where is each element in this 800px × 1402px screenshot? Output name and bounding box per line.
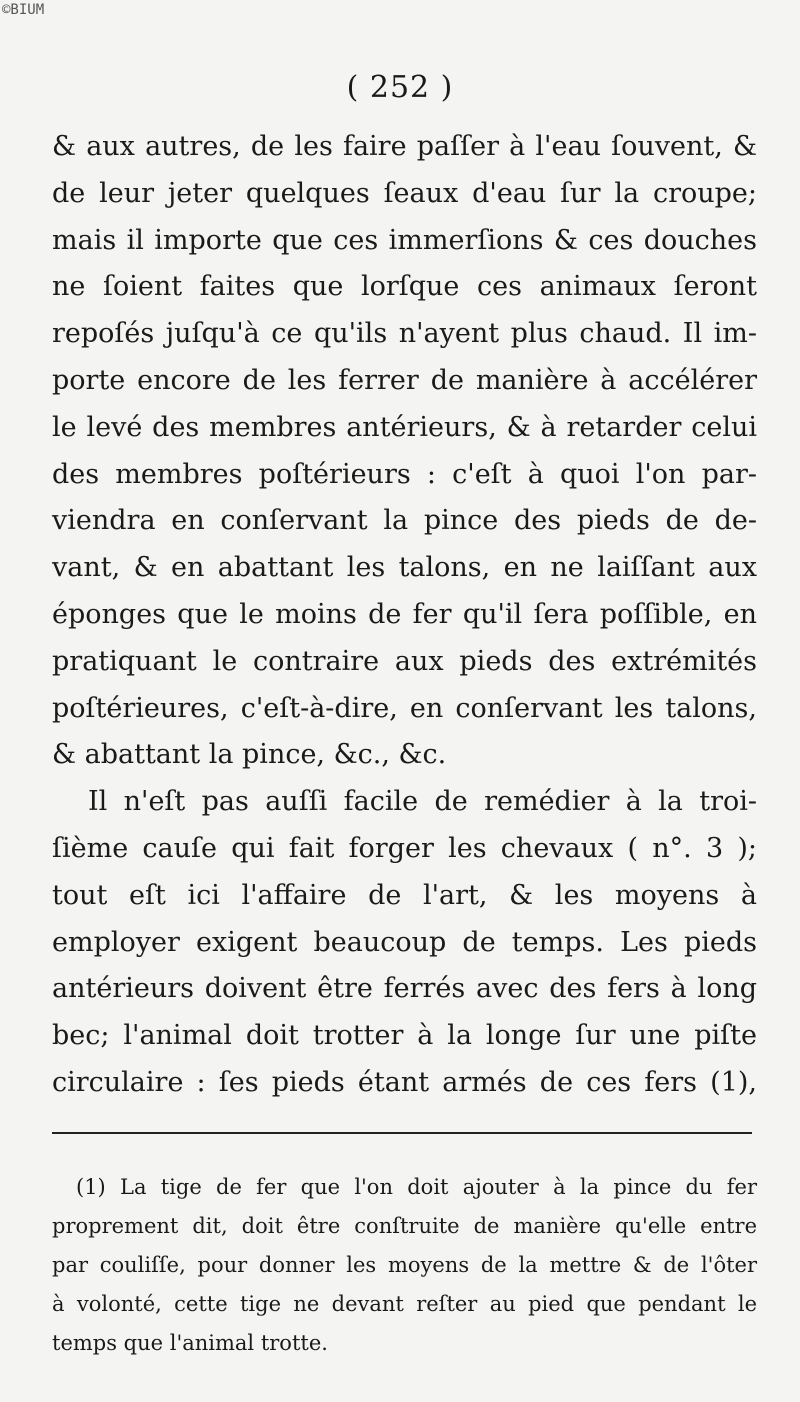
text-line: employer exigent beaucoup de temps. Les pieds — [52, 926, 757, 958]
text-line: éponges que le moins de fer qu'il ſera poſſible, en — [52, 598, 757, 630]
text-line: ne ſoient faites que lorſque ces animaux ſeront — [52, 271, 757, 303]
text-line: de leur jeter quelques ſeaux d'eau ſur la croupe; — [52, 177, 757, 209]
watermark: ©BIUM — [2, 2, 45, 18]
text-line: & aux autres, de les faire paſſer à l'eau ſouvent, & — [52, 131, 757, 162]
footnote-line: temps que l'animal trotte. — [52, 1331, 328, 1355]
footnote-line: (1) La tige de fer que l'on doit ajouter à la pince du fer — [76, 1175, 757, 1199]
text-line: bec; l'animal doit trotter à la longe ſur une piſte — [52, 1020, 757, 1052]
text-line: le levé des membres antérieurs, & à retarder celui — [52, 411, 757, 443]
text-line: viendra en conſervant la pince des pieds de de- — [52, 505, 757, 537]
text-line: tout eſt ici l'affaire de l'art, & les moyens à — [52, 879, 757, 911]
text-line: & abattant la pince, &c., &c. — [52, 739, 447, 771]
footnote-line: à volonté, cette tige ne devant reſter au pied que pendant le — [52, 1292, 757, 1316]
text-line: pratiquant le contraire aux pieds des extrémités — [52, 645, 757, 677]
text-line: repoſés juſqu'à ce qu'ils n'ayent plus chaud. Il im- — [52, 318, 757, 350]
text-line: des membres poſtérieurs : c'eſt à quoi l'on par- — [52, 458, 757, 490]
text-line: antérieurs doivent être ferrés avec des fers à long — [52, 973, 757, 1005]
body-text — [52, 124, 757, 1107]
text-line: Il n'eſt pas auſſi facile de remédier à la troi- — [88, 786, 757, 818]
text-line: circulaire : ſes pieds étant armés de ces fers (1), — [52, 1066, 757, 1098]
footnote-rule — [52, 1132, 752, 1134]
text-line: mais il importe que ces immerſions & ces douches — [52, 224, 757, 256]
footnotes — [52, 1168, 757, 1363]
text-line: ſième cauſe qui fait forger les chevaux ( n°. 3 ); — [52, 832, 757, 864]
text-line: poſtérieures, c'eſt-à-dire, en conſervant les talons, — [52, 692, 757, 724]
footnote-line: proprement dit, doit être conſtruite de manière qu'elle entre — [52, 1214, 757, 1238]
text-line: vant, & en abattant les talons, en ne laiſſant aux — [52, 552, 757, 584]
footnote-line: par couliſſe, pour donner les moyens de la mettre & de l'ôter — [52, 1253, 757, 1277]
page-number: ( 252 ) — [346, 70, 454, 105]
text-line: porte encore de les ferrer de manière à accélérer — [52, 364, 757, 396]
